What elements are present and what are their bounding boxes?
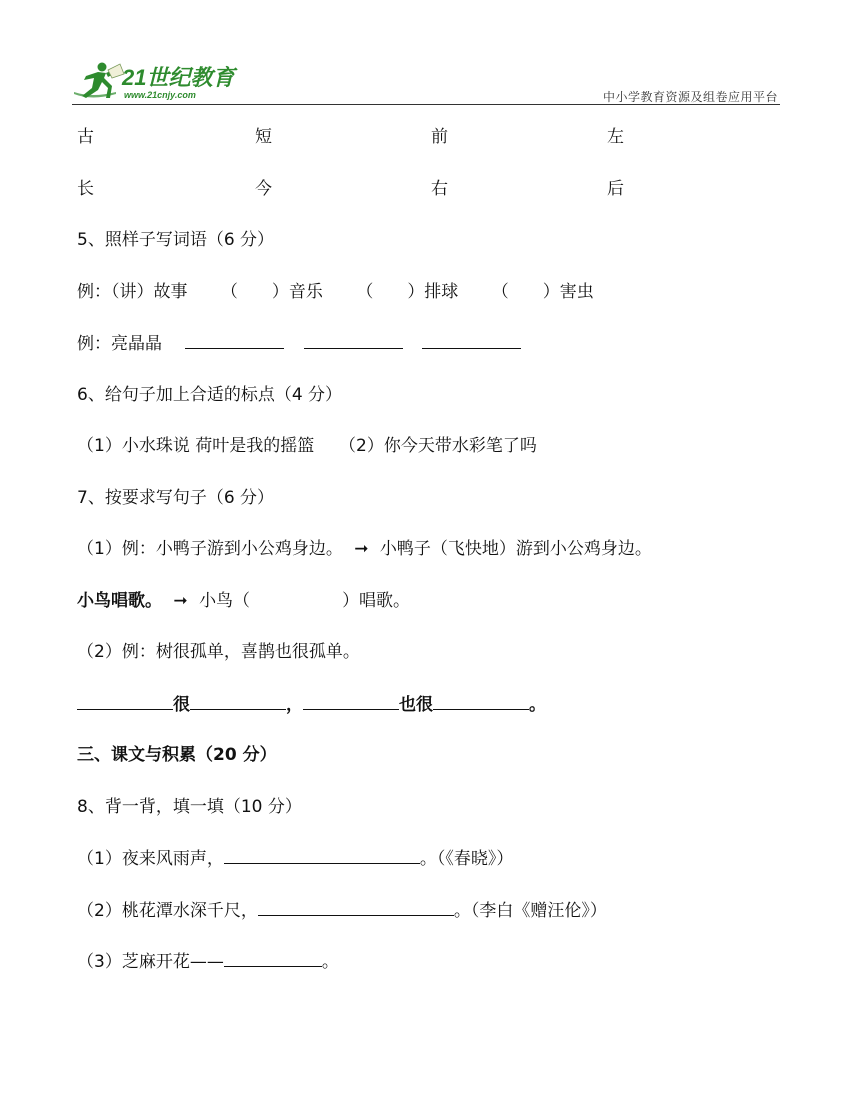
logo-title: 21世纪教育 bbox=[122, 65, 235, 90]
question-8-line-3 bbox=[77, 946, 777, 998]
task-word: 很 bbox=[173, 694, 190, 715]
question-7-task-1 bbox=[77, 586, 777, 638]
question-7-task-2 bbox=[77, 689, 777, 741]
task-word: 也很 bbox=[399, 694, 433, 715]
answer-blank[interactable] bbox=[185, 328, 284, 349]
antonym-char: 右 bbox=[431, 178, 448, 199]
21cnjy-logo bbox=[72, 58, 242, 102]
example-prefix: 例：（讲）故事 bbox=[77, 281, 188, 302]
sentence-1: （1）小水珠说 荷叶是我的摇篮 bbox=[77, 436, 315, 456]
answer-blank[interactable] bbox=[224, 946, 322, 967]
example-result: 小鸭子（飞快地）游到小公鸡身边。 bbox=[379, 539, 652, 559]
poem-source: 。（李白《赠汪伦》） bbox=[453, 900, 607, 921]
poem-line: （1）夜来风雨声， bbox=[77, 849, 224, 869]
antonym-char: 后 bbox=[607, 178, 624, 199]
antonym-char: 短 bbox=[255, 127, 272, 147]
antonym-char: 左 bbox=[607, 127, 624, 147]
question-5-title: 5、照样子写词语（6 分） bbox=[77, 230, 275, 250]
fill-item: ）排球 bbox=[407, 281, 459, 302]
task-comma: ， bbox=[286, 694, 303, 715]
task-period: 。 bbox=[529, 694, 546, 715]
antonym-char: 古 bbox=[77, 127, 94, 147]
header-platform-text: 中小学教育资源及组卷应用平台 bbox=[602, 90, 778, 104]
header-divider bbox=[72, 104, 780, 105]
answer-blank[interactable] bbox=[433, 689, 529, 710]
arrow-right-icon: ➞ bbox=[354, 539, 369, 559]
answer-blank[interactable] bbox=[303, 689, 399, 710]
antonym-char: 前 bbox=[431, 127, 448, 147]
question-6-sentences bbox=[77, 431, 777, 483]
arrow-right-icon: ➞ bbox=[173, 590, 188, 611]
antonym-row-1 bbox=[77, 122, 777, 174]
section-3-title: 三、课文与积累（20 分） bbox=[77, 745, 277, 765]
question-8-line-2 bbox=[77, 895, 777, 947]
question-8-line-1 bbox=[77, 843, 777, 895]
fill-item: ）害虫 bbox=[542, 281, 594, 302]
saying-end: 。 bbox=[321, 952, 339, 972]
question-5-example-2 bbox=[77, 328, 777, 380]
poem-source: 。（《春晓》） bbox=[419, 849, 514, 869]
antonym-char: 长 bbox=[77, 178, 94, 199]
fill-item: ）音乐 bbox=[271, 281, 323, 302]
example-sentence: （1）例：小鸭子游到小公鸡身边。 bbox=[77, 539, 343, 559]
question-7-example-1 bbox=[77, 534, 777, 586]
answer-blank[interactable] bbox=[77, 689, 173, 710]
answer-blank[interactable] bbox=[190, 689, 286, 710]
saying-line: （3）芝麻开花—— bbox=[77, 952, 224, 972]
question-8-title: 8、背一背，填一填（10 分） bbox=[77, 796, 302, 817]
task-sentence: 小鸟唱歌。 bbox=[77, 590, 162, 611]
question-7-example-2: （2）例：树很孤单，喜鹊也很孤单。 bbox=[77, 642, 360, 662]
question-6-title: 6、给句子加上合适的标点（4 分） bbox=[77, 384, 343, 405]
answer-blank[interactable] bbox=[224, 843, 420, 864]
answer-blank[interactable] bbox=[422, 328, 521, 349]
worksheet-content bbox=[77, 122, 777, 998]
antonym-row-2 bbox=[77, 174, 777, 226]
answer-blank[interactable] bbox=[258, 895, 454, 916]
task-answer-start: 小鸟（ bbox=[199, 590, 251, 611]
answer-blank[interactable] bbox=[304, 328, 403, 349]
paren-open: （ bbox=[356, 281, 374, 302]
antonym-char: 今 bbox=[255, 178, 272, 199]
sentence-2: （2）你今天带水彩笔了吗 bbox=[339, 436, 537, 456]
question-5-example-1 bbox=[77, 277, 777, 329]
task-answer-end: ）唱歌。 bbox=[342, 590, 411, 611]
paren-open: （ bbox=[220, 281, 238, 302]
logo-url: www.21cnjy.com bbox=[124, 90, 196, 100]
example-prefix: 例：亮晶晶 bbox=[77, 334, 162, 354]
paren-open: （ bbox=[491, 281, 509, 302]
page-header bbox=[72, 58, 780, 106]
poem-line: （2）桃花潭水深千尺， bbox=[77, 900, 258, 921]
question-7-title: 7、按要求写句子（6 分） bbox=[77, 487, 275, 508]
